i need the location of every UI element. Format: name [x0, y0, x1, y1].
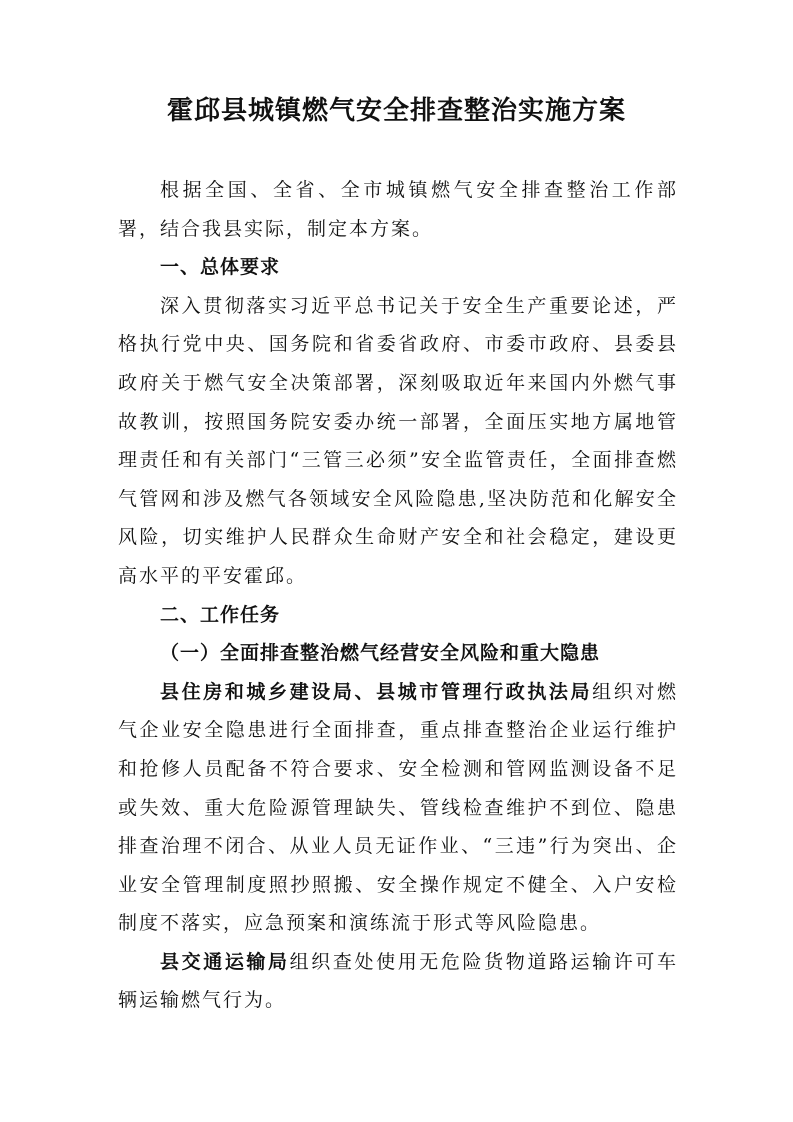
intro-paragraph: 根据全国、全省、全市城镇燃气安全排查整治工作部署，结合我县实际，制定本方案。: [118, 179, 678, 240]
general-requirements-paragraph: 深入贯彻落实习近平总书记关于安全生产重要论述，严格执行党中央、国务院和省委省政府、市委市政府、县委县政府关于燃气安全决策部署，深刻吸取近年来国内外燃气事故教训，按照国务院安委办统一部署，全面压实地方属地管理责任和有关部门“三管三必须”安全监管责任，全面排查燃气管网和涉及燃气各领域安全风险隐患,坚决防范和化解安全风险，切实维护人民群众生命财产安全和社会稳定，建设更高水平的平安霍邱。: [118, 294, 678, 587]
page-title: 霍邱县城镇燃气安全排查整治实施方案: [166, 96, 626, 126]
transport-paragraph: [118, 943, 678, 1020]
housing-urban-management-paragraph: [118, 673, 678, 943]
section-heading-work-tasks: 二、工作任务: [160, 603, 281, 626]
responsible-department-transport: 县交通运输局: [160, 950, 290, 973]
section-heading-general-requirements: 一、总体要求: [160, 256, 281, 279]
responsible-department-housing-urban: 县住房和城乡建设局、县城市管理行政执法局: [160, 680, 593, 703]
document-body: [118, 171, 678, 1020]
housing-urban-task-text: 组织对燃气企业安全隐患进行全面排查，重点排查整治企业运行维护和抢修人员配备不符合要求、安全检测和管网监测设备不足或失效、重大危险源管理缺失、管线检查维护不到位、隐患排查治理不闭合、从业人员无证作业、“三违”行为突出、企业安全管理制度照抄照搬、安全操作规定不健全、入户安检制度不落实，应急预案和演练流于形式等风险隐患。: [118, 680, 678, 935]
transport-task-text: 组织查处使用无危险货物道路运输许可车辆运输燃气行为。: [118, 950, 678, 1012]
subsection-heading-gas-operation-risks: （一）全面排查整治燃气经营安全风险和重大隐患: [160, 642, 601, 665]
